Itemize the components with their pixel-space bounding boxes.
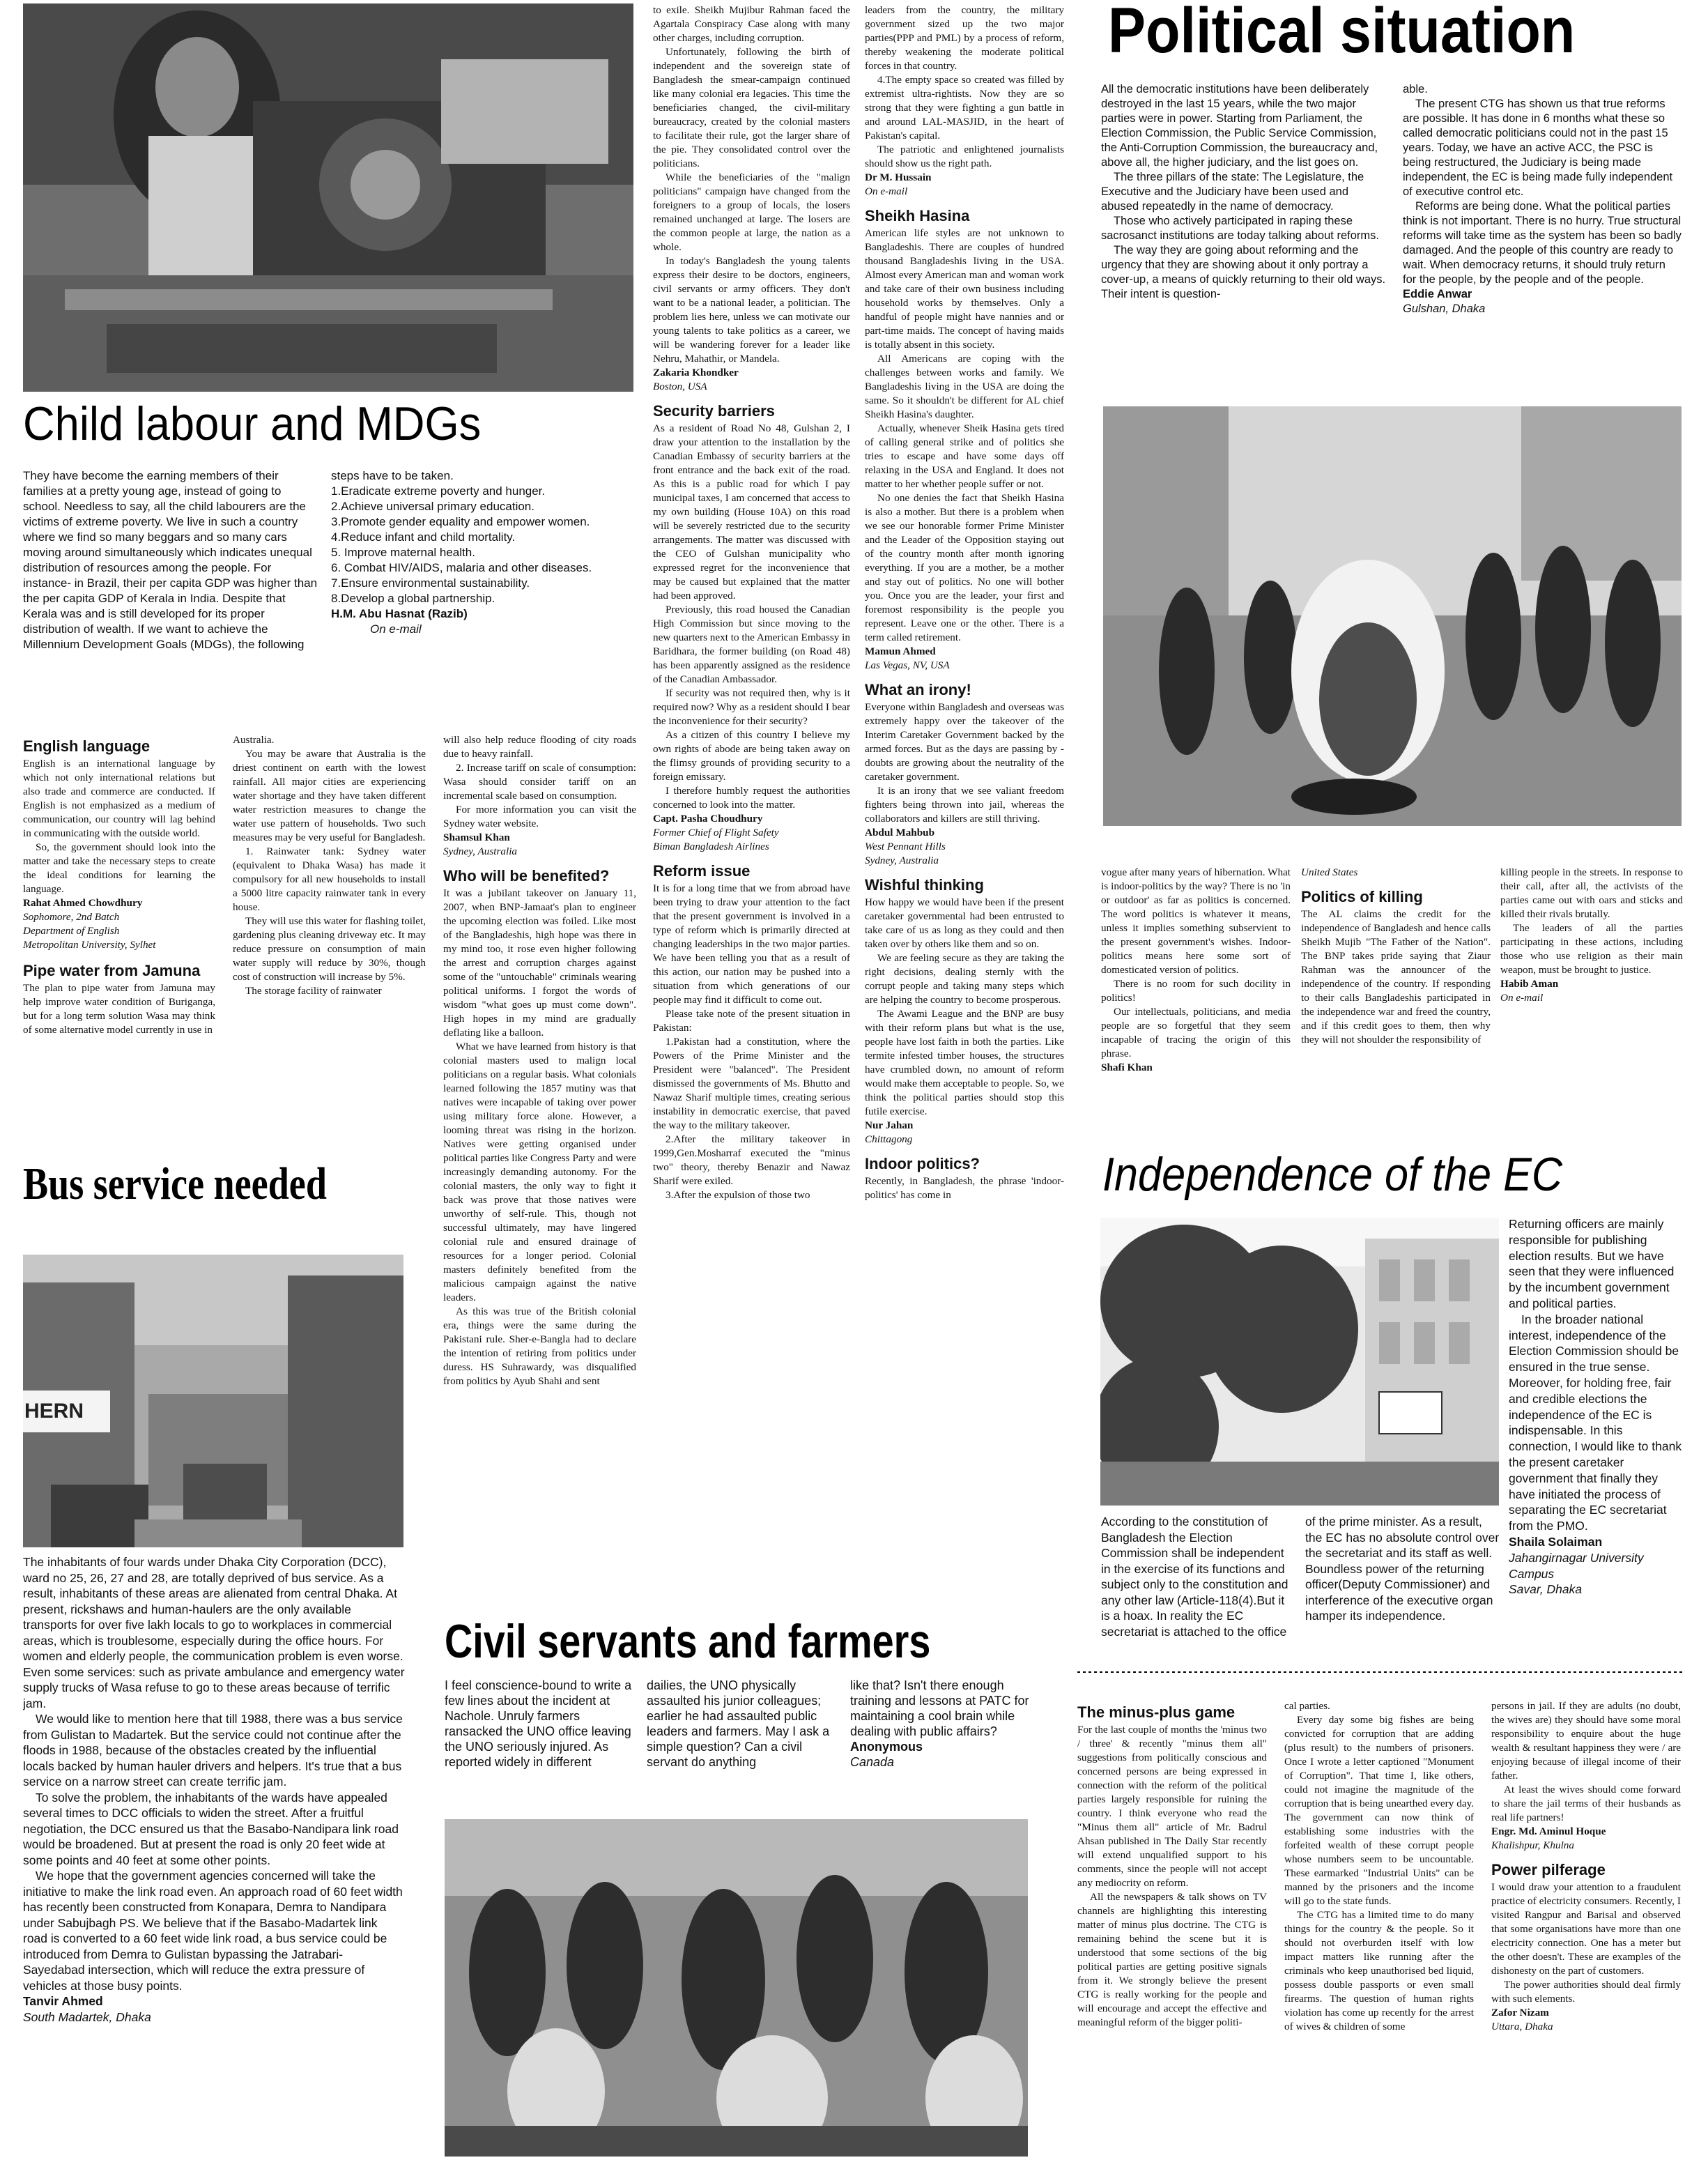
letters-col-c (443, 733, 636, 1570)
affiliation: Savar, Dhaka (1509, 1582, 1583, 1597)
author: Mamun Ahmed (865, 645, 936, 657)
letter-paragraph: As this was true of the British colonial era, things were the same during the Pakistani rule. Sher-e-Bangla had to declare the intention of retiring from politics under duress. HS Suhrawardy, was disqualified from politics by Ayub Shahi and sent (443, 1305, 636, 1387)
letter-paragraph: It was a jubilant takeover on January 11, 2007, when BNP-Jamaat's plan to engineer the upcoming election was foiled. Like most of the Bangladeshis, high hope was there in my mind too, it rose even higher following the arrest and corruption charges against some of the "untouchable" criminals wearing political uniforms. I forgot the words of wisdom "what goes up must come down". High hopes in my mind are gradually deflating like a balloon. (443, 887, 636, 1039)
letter-paragraph: persons in jail. If they are adults (no doubt, the wives are) they should have some moral responsibility to enquire about the huge wealth & resultant happiness they were / are enjoying because of illegal income of their father. (1491, 1700, 1681, 1782)
mdg-goal: 3.Promote gender equality and empower women. (331, 515, 590, 528)
affiliation: West Pennant Hills (865, 841, 946, 852)
article-paragraph: I feel conscience-bound to write a few lines about the incident at Nachole. Unruly farmers ransacked the UNO office leaving the UNO seriously injured. As reported widely in different (445, 1678, 632, 1769)
affiliation: Sophomore, 2nd Batch (23, 911, 120, 923)
letter-paragraph: While the beneficiaries of the "malign politicians" campaign have changed from the foreigners to a group of locals, the losers remained unchanged at large. The losers are the common people at large, the nation as a whole. (653, 171, 850, 253)
letter-paragraph: will also help reduce flooding of city roads due to heavy rainfall. (443, 734, 636, 760)
letter-paragraph: How happy we would have been if the present caretaker governmental had been entrusted to take care of us as long as they could and then taken over by others like them and so on. (865, 896, 1064, 950)
election-commission-photo (1100, 1218, 1499, 1506)
letter-paragraph: 2. Increase tariff on scale of consumption: Wasa should consider tariff on an incremental scale based on consumption. (443, 762, 636, 802)
affiliation: Metropolitan University, Sylhet (23, 939, 156, 951)
political-protest-photo (1103, 406, 1682, 826)
letter-title: Sheikh Hasina (865, 207, 970, 224)
letter-title: Reform issue (653, 862, 751, 880)
article-paragraph: Reforms are being done. What the political parties think is not important. There is no hurry. True structural reforms will take time as the system has been so badly damaged. And the people of this country are ready to wait. When democracy returns, it should truly return for the people, by the people and of the people. (1403, 200, 1682, 286)
letter-paragraph: vogue after many years of hibernation. What is indoor-politics by the way? There is no 'in or outdoor' as far as politics is concerned. The word politics is whatever it means, unless it implies something subservient to the present government's wishes. Indoor-politics means here some sort of domesticated version of politics. (1101, 866, 1291, 976)
letter-paragraph: So, the government should look into the matter and take the necessary steps to create the ideal conditions for learning the language. (23, 841, 215, 895)
letter-paragraph: You may be aware that Australia is the driest continent on earth with the lowest rainfall. All major cities are experiencing water shortage and they have taken different water restriction measures to change the water use pattern of households. Two such measures may be very useful for Bangladesh. (233, 748, 426, 843)
author: Rahat Ahmed Chowdhury (23, 897, 143, 909)
affiliation: Canada (850, 1755, 895, 1769)
letter-paragraph: Recently, in Bangladesh, the phrase 'indoor-politics' has come in (865, 1175, 1064, 1201)
headline-civil-servants: Civil servants and farmers (445, 1615, 931, 1668)
mdg-goal: 6. Combat HIV/AIDS, malaria and other diseases. (331, 561, 592, 574)
author: H.M. Abu Hasnat (Razib) (331, 607, 468, 620)
article-paragraph: All the democratic institutions have been deliberately destroyed in the last 15 years, while the two major parties were in power. Starting from Parliament, the Election Commission, the Public Service Commission, the Anti-Corruption Commission, the bureaucracy and, above all, the higher judiciary, and the list goes on. (1101, 83, 1378, 169)
article-paragraph: Those who actively participated in raping these sacrosanct institutions are today talking about reforms. (1101, 215, 1379, 242)
article-paragraph: Returning officers are mainly responsible for publishing election results. But we have seen that they were influenced by the incumbent government and political parties. (1509, 1217, 1675, 1310)
letter-paragraph: American life styles are not unknown to Bangladeshis. There are couples of hundred thousand Bangladeshis living in the USA. Almost every American man and woman work and take care of their own business including household works by themselves. Only a handful of people might have nannies and or part-time maids. The concept of having maids is totally absent in this society. (865, 227, 1064, 351)
headline-bus-service: Bus service needed (23, 1158, 327, 1209)
letter-paragraph: The power authorities should deal firmly with such elements. (1491, 1979, 1681, 2005)
letter-paragraph: No one denies the fact that Sheikh Hasina is also a mother. But there is a problem when we see our honorable former Prime Minister and the Leader of the Opposition staying out of the country month after month ignoring everything. If you are a mother, be a mother and stay out of politics. No one will bother you. Once you are the leader, your first and foremost responsibility is the people you represent. Leave one or the other. There is a term called retirement. (865, 492, 1064, 643)
affiliation: Sydney, Australia (865, 855, 939, 866)
civil-col2 (647, 1678, 836, 1810)
letter-paragraph: Unfortunately, following the birth of independent and the sovereign state of Bangladesh the smear-campaign continued like many colonial era legacies. This time the beneficiaries changed, the civil-military bureaucracy, created by the colonial masters to facilitate their rule, got the larger share of the pie. They consolidated control over the politicians. (653, 46, 850, 169)
author: Shafi Khan (1101, 1062, 1153, 1073)
affiliation: Gulshan, Dhaka (1403, 302, 1486, 315)
letter-paragraph: There is no room for such docility in politics! (1101, 978, 1291, 1004)
child-labour-photo (23, 3, 633, 392)
letter-paragraph: Everyone within Bangladesh and overseas was extremely happy over the takeover of the Interim Caretaker Government backed by the armed forces. But as the days are passing by - doubts are growing about the neutrality of the caretaker government. (865, 701, 1064, 783)
letter-paragraph: Actually, whenever Sheik Hasina gets tired of calling general strike and of politics she tries to escape and have some days off relaxing in the USA and England. It does not matter to her whether people suffer or not. (865, 422, 1064, 490)
letter-paragraph: At least the wives should come forward to share the jail terms of their husbands as real life partners! (1491, 1784, 1681, 1823)
affiliation: Biman Bangladesh Airlines (653, 841, 769, 852)
affiliation: Jahangirnagar University (1509, 1550, 1644, 1565)
affiliation: Campus (1509, 1566, 1555, 1581)
letter-paragraph: killing people in the streets. In response to their call, after all, the activists of the parties came out with oars and sticks and killed their rivals brutally. (1500, 866, 1683, 920)
letter-title: Politics of killing (1301, 888, 1423, 905)
political-col2 (1403, 82, 1682, 403)
headline-child-labour: Child labour and MDGs (23, 397, 482, 450)
article-paragraph: The present CTG has shown us that true reforms are possible. It has done in 6 months what these so called democratic politicians could not in the past 15 years. Today, we have an active ACC, the PSC is being restructured, the Judiciary is being made independent, the EC is being made fully independent of executive control etc. (1403, 98, 1673, 198)
author: Abdul Mahbub (865, 827, 935, 838)
mdg-goal: 2.Achieve universal primary education. (331, 500, 534, 513)
article-paragraph: able. (1403, 83, 1428, 95)
letters-col-a (23, 733, 215, 1144)
affiliation: Las Vegas, NV, USA (865, 659, 950, 671)
letter-paragraph: I would draw your attention to a fraudulent practice of electricity consumers. Recently, I visited Rangpur and Barisal and observed that some organisations have more than one electricity connection. One has a meter but the other doesn't. These are examples of the dishonesty on the part of customers. (1491, 1881, 1681, 1977)
article-paragraph: dailies, the UNO physically assaulted his junior colleagues; earlier he had assaulted public leaders and farmers. May I ask a simple question? Can a civil servant do anything (647, 1678, 830, 1769)
letter-paragraph: English is an international language by which not only international relations but also trade and commerce are conducted. If English is not emphasized as a medium of communication, our country will lag behind in communicating with the outside world. (23, 758, 215, 839)
letter-title: English language (23, 737, 151, 755)
dotted-divider (1077, 1671, 1684, 1673)
ec-col2 (1305, 1514, 1500, 1667)
bus-article (23, 1554, 405, 2158)
letter-paragraph: For more information you can visit the Sydney water website. (443, 804, 636, 829)
article-paragraph: of the prime minister. As a result, the EC has no absolute control over the secretariat and its staff as well. Boundless power of the returning officer(Deputy Commissioner) and interference of the executive organ hamper its independence. (1305, 1515, 1500, 1623)
letter-paragraph: The CTG has a limited time to do many things for the country & the people. So it should not overburden itself with low impact matters like running after the criminals who keep unauthorised bed liquid, possess double passports or even small firearms. The question of human rights violation has come up recently for the arrest of wives & children of some (1284, 1909, 1474, 2032)
letter-paragraph: The patriotic and enlightened journalists should show us the right path. (865, 144, 1064, 169)
headline-political-situation: Political situation (1108, 0, 1576, 66)
author: Anonymous (850, 1740, 923, 1754)
mdg-goal: 8.Develop a global partnership. (331, 592, 495, 605)
article-paragraph: According to the constitution of Bangladesh the Election Commission shall be independent in the exercise of its functions and subject only to the constitution and any other law (Article-118(4).But it is a hoax. In reality the EC secretariat is attached to the office (1101, 1515, 1288, 1639)
bus-street-photo (23, 1255, 403, 1547)
mdg-goal: 4.Reduce infant and child mortality. (331, 530, 516, 544)
letter-paragraph: If security was not required then, why is it required now? Why as a resident should I bear the inconvenience for their security? (653, 687, 850, 727)
letter-paragraph: Every day some big fishes are being convicted for corruption that are adding (plus result) to the numbers of prisoners. Once I wrote a letter captioned "Monument of Corruption". That time I, like others, could not imagine the magnitude of the corruption that is being unearthed every day. The government can now think of establishing some industries with the forfeited wealth of these corrupt people whose numbers seem to be uncountable. These earmarked "Industrial Units" can be manned by the prisoners and the income will go to the state funds. (1284, 1714, 1474, 1907)
letter-title: Security barriers (653, 402, 775, 420)
mdg-goal: 7.Ensure environmental sustainability. (331, 576, 530, 590)
letter-title: What an irony! (865, 681, 971, 698)
author: Tanvir Ahmed (23, 1994, 103, 2008)
ec-right-col (1509, 1216, 1683, 1627)
affiliation: On e-mail (1500, 992, 1544, 1004)
shop-sign-text: HERN (24, 1400, 84, 1423)
letters-col-k (1491, 1699, 1681, 2159)
author: Dr M. Hussain (865, 171, 932, 183)
article-paragraph: like that? Isn't there enough training and lessons at PATC for maintaining a cool brain while dealing with public affairs? (850, 1678, 1029, 1738)
letter-title: The minus-plus game (1077, 1703, 1236, 1721)
letters-col-d (653, 3, 850, 1575)
ec-col1 (1101, 1514, 1296, 1667)
letter-paragraph: cal parties. (1284, 1700, 1330, 1712)
article-paragraph: In the broader national interest, independence of the Election Commission should be ensured in the true sense. Moreover, for holding free, fair and credible elections the independence of the EC is indispensable. In this connection, I would like to thank the present caretaker government that finally they have initiated the process of separating the EC secretariat from the PMO. (1509, 1312, 1682, 1533)
article-paragraph: The way they are going about reforming and the urgency that they are showing about it only portray a cover-up, a means of quickly returning to their old ways. Their intent is question- (1101, 244, 1386, 300)
author: Habib Aman (1500, 978, 1559, 990)
child-labour-col1 (23, 468, 321, 698)
letter-paragraph: to exile. Sheikh Mujibur Rahman faced the Agartala Conspiracy Case along with many other charges, including corruption. (653, 4, 850, 44)
letters-col-h (1500, 866, 1683, 1117)
author: Zafor Nizam (1491, 2007, 1549, 2019)
letter-paragraph: It is for a long time that we from abroad have been trying to draw your attention to the fact that the present government is involved in a type of reform which is primarily directed at changing leaderships in the two major parties. We have been telling you that as a result of this action, our nation may be pushed into a situation from which generations of our people may find it difficult to come out. (653, 882, 850, 1006)
affiliation: United States (1301, 866, 1358, 878)
author: Nur Jahan (865, 1119, 914, 1131)
letter-title: Wishful thinking (865, 876, 984, 894)
affiliation: On e-mail (865, 185, 908, 197)
author: Eddie Anwar (1403, 288, 1472, 300)
letter-paragraph: Please take note of the present situation in Pakistan: (653, 1008, 850, 1034)
letter-paragraph: It is an irony that we see valiant freedom fighters being thrown into jail, whereas the collaborators and killers are still thriving. (865, 785, 1064, 825)
author: Shaila Solaiman (1509, 1534, 1603, 1549)
affiliation: Sydney, Australia (443, 845, 518, 857)
affiliation: Former Chief of Flight Safety (653, 827, 779, 838)
letters-col-j (1284, 1699, 1474, 2159)
mdg-goal: 5. Improve maternal health. (331, 546, 475, 559)
child-labour-text: They have become the earning members of their families at a pretty young age, instead of going to school. Needless to say, all the child labourers are the victims of extreme poverty. We live in such a country where we find so many beggars and so many cars moving around simultaneously which indicates unequal distribution of resources among the people. For instance- in Brazil, their per capita GDP was higher than the per capita GDP of Kerala in India. Despite that Kerala was and is still developed for its proper distribution of wealth. If we want to achieve the Millennium Development Goals (MDGs), the following (23, 469, 318, 651)
letter-paragraph: The AL claims the credit for the independence of Bangladesh and hence calls Sheikh Mujib "The Father of the Nation". The BNP takes pride saying that Ziaur Rahman was the announcer of the independence of the country. If responding to their calls Bangladeshis participated in the independence war and freed the country, and if this credit goes to them, then why they will not shoulder the responsibility of (1301, 908, 1491, 1045)
author: Zakaria Khondker (653, 367, 739, 378)
civil-servants-farmers-photo (445, 1819, 1028, 2157)
headline-independence-ec: Independence of the EC (1102, 1148, 1563, 1201)
letter-title: Indoor politics? (865, 1155, 980, 1172)
affiliation: Boston, USA (653, 381, 707, 392)
letter-paragraph: All Americans are coping with the challenges between works and family. We Bangladeshis living in the USA are doing the same. So it shouldn't be different for AL chief Sheikh Hasina's daughter. (865, 353, 1064, 420)
letter-paragraph: leaders from the country, the military government sized up the two major parties(PPP and PML) by a process of reform, thereby weakening the moderate political forces in that country. (865, 4, 1064, 72)
civil-col3 (850, 1678, 1030, 1810)
letter-paragraph: For the last couple of months the 'minus two / three' & recently "minus them all" suggestions from politically conscious and concerned persons are being expressed in connection with the reform of the political parties largely responsible for ruining the country. I think everyone who read the "Minus them all" article of Mr. Badrul Ahsan published in The Daily Star recently will extend unqualified support to his comments, since the people will not accept any mediocrity on reform. (1077, 1724, 1267, 1889)
article-paragraph: To solve the problem, the inhabitants of the wards have appealed several times to DCC officials to widen the street. After a fruitful negotiation, the DCC ensured us that the Basabo-Nandipara link road would be broadened. But at present the road is only 20 feet wide at some points and 40 feet at some other points. (23, 1790, 399, 1867)
child-labour-col2 (331, 468, 632, 698)
author: Shamsul Khan (443, 832, 510, 843)
letter-paragraph: All the newspapers & talk shows on TV channels are highlighting this interesting matter of minus plus doctrine. The CTG is remaining behind the scene but it is understood that some sections of the big political parties are getting positive signals from it. We strongly believe the present CTG is really working for the people and will encourage and accept the effective and meaningful reform of the bigger politi- (1077, 1891, 1267, 2028)
mdg-goal: 1.Eradicate extreme poverty and hunger. (331, 484, 546, 498)
letter-paragraph: What we have learned from history is that colonial masters used to malign local politicians on a regular basis. What colonials learned following the 1857 mutiny was that natives were incapable of taking over power using military force alone. However, a looming threat was rising in the horizon. Natives were getting organised under political parties like Congress Party and were increasingly demanding autonomy. For the colonial masters, the only way to fight it back was prove that those natives were unworthy of self-rule. This, though not successful ultimately, may have lingered colonial rule and ensured drainage of resources for a longer period. Colonial masters definitely benefited from the malicious campaign against the native leaders. (443, 1041, 636, 1303)
letters-col-e (865, 3, 1064, 1575)
affiliation: Department of English (23, 925, 120, 937)
letter-title: Pipe water from Jamuna (23, 962, 201, 979)
article-paragraph: The inhabitants of four wards under Dhaka City Corporation (DCC), ward no 25, 26, 27 and 28, are totally deprived of bus service. As a result, inhabitants of these areas are alienated from central Dhaka. At present, rickshaws and human-haulers are the only available transports for over five lakh locals to go to workplaces in commercial areas, which is troublesome, especially during the office hours. For women and elderly people, the communication problem is even worse. Even some services: such as private ambulance and emergency water supply trucks of Wasa refuse to go to these areas because of terrific jam. (23, 1555, 405, 1710)
letter-title: Power pilferage (1491, 1861, 1606, 1878)
letter-paragraph: 3.After the expulsion of those two (665, 1189, 810, 1201)
article-paragraph: We hope that the government agencies concerned will take the initiative to make the link road even. An approach road of 60 feet width has recently been constructed from Konapara, Demra to Nandipara under Sabujbagh PS. We believe that if the Basabo-Madartek link road is converted to a 60 feet wide link road, a bus service could be introduced from Demra to Gulistan bypassing the Jatrabari- Sayedabad intersection, which will reduce the extra pressure of vehicles at those busy points. (23, 1869, 403, 1993)
mdg-intro: steps have to be taken. (331, 469, 454, 482)
letters-col-i (1077, 1699, 1267, 2159)
letter-paragraph: The Awami League and the BNP are busy with their reform plans but what is the use, people have lost faith in both the parties. Like termite infested timber houses, the structures have crumbled down, no amount of reform would make them acceptable to people. So, we think the political parties should stop this futile exercise. (865, 1008, 1064, 1117)
affiliation: Khalishpur, Khulna (1491, 1839, 1574, 1851)
letters-col-g (1301, 866, 1491, 1117)
letter-paragraph: We are feeling secure as they are taking the right decisions, dealing sternly with the corrupt people and taking many steps which are helping the country to become prosperous. (865, 952, 1064, 1006)
letter-paragraph: Our intellectuals, politicians, and media people are so forgetful that they seem incapable of tracing the origin of this phrase. (1101, 1006, 1291, 1059)
author: Capt. Pasha Choudhury (653, 813, 763, 825)
author: Engr. Md. Aminul Hoque (1491, 1825, 1606, 1837)
letter-paragraph: I therefore humbly request the authorities concerned to look into the matter. (653, 785, 850, 811)
letter-paragraph: 1.Pakistan had a constitution, where the Powers of the Prime Minister and the President were "balanced". The President dismissed the governments of Ms. Bhutto and Nawaz Sharif multiple times, creating serious instability in democratic exercise, that paved the way to the military takeover. (653, 1036, 850, 1131)
letter-paragraph: 1. Rainwater tank: Sydney water (equivalent to Dhaka Wasa) has made it compulsory for all new households to install a 5000 litre capacity rainwater tank in every house. (233, 845, 426, 913)
letters-col-b (233, 733, 426, 1144)
letters-col-f (1101, 866, 1291, 1117)
letter-paragraph: As a citizen of this country I believe my own rights of abode are being taken away on the flimsy grounds of providing security to a foreign emissary. (653, 729, 850, 783)
letter-paragraph: 2.After the military takeover in 1999,Gen.Mosharraf executed the "minus two" theory, thereby Benazir and Nawaz Sharif were exiled. (653, 1133, 850, 1187)
political-col1 (1101, 82, 1387, 403)
affiliation: South Madartek, Dhaka (23, 2009, 151, 2024)
letter-paragraph: Previously, this road housed the Canadian High Commission but since moving to the new quarters next to the American Embassy in Baridhara, the former building (on Road 48) has been apparently assigned as the residence of the Canadian Ambassador. (653, 604, 850, 685)
affiliation: On e-mail (370, 622, 422, 636)
letter-paragraph: They will use this water for flashing toilet, gardening plus cleaning driveway etc. It may reduce pressure on consumption of main water supply will reduce by 30%, though cost of construction will increase by 5%. (233, 915, 426, 983)
letter-paragraph: The leaders of all the parties participating in these actions, including those who use religion as their main weapon, must be brought to justice. (1500, 922, 1683, 976)
letter-paragraph: In today's Bangladesh the young talents express their desire to be doctors, engineers, civil servants or army officers. They don't want to be a national leader, a politician. The problem lies here, unless we can motivate our young talents to take politics as a career, we will be wandering forever for a leader like Nehru, Mahathir, or Mandela. (653, 255, 850, 365)
letter-paragraph: 4.The empty space so created was filled by extremist ultra-rightists. Now they are so strong that they were fighting a gun battle in and around LAL-MASJID, in the heart of Pakistan's capital. (865, 74, 1064, 141)
affiliation: Uttara, Dhaka (1491, 2021, 1553, 2032)
article-paragraph: The three pillars of the state: The Legislature, the Executive and the Judiciary have been used and abused repeatedly in the name of democracy. (1101, 171, 1364, 213)
affiliation: Chittagong (865, 1133, 913, 1145)
letter-paragraph: As a resident of Road No 48, Gulshan 2, I draw your attention to the installation by the Canadian Embassy of security barriers at the front entrance and the back exit of the road. As this is a public road for which I pay municipal taxes, I am concerned that access to my own building (House 10A) on this road will be severely restricted due to the security arrangements. The matter was discussed with the CEO of Gulshan municipality who expressed regret for the inconvenience that may be caused but explained that the matter had been approved. (653, 422, 850, 602)
article-paragraph: We would like to mention here that till 1988, there was a bus service from Gulistan to Madartek. But the service could not continue after the floods in 1988, because of the obstacles created by the influential locals backed by human hauler drivers and helpers. It's true that a bus service on a narrow street can create terrific jam. (23, 1712, 403, 1788)
letter-paragraph: Australia. (233, 734, 275, 746)
civil-col1 (445, 1678, 634, 1810)
letter-paragraph: The storage facility of rainwater (245, 985, 382, 997)
letter-paragraph: The plan to pipe water from Jamuna may help improve water condition of Buriganga, but for a long term solution Wasa may think of some alternative model currently in use in (23, 982, 215, 1036)
letter-title: Who will be benefited? (443, 867, 610, 884)
